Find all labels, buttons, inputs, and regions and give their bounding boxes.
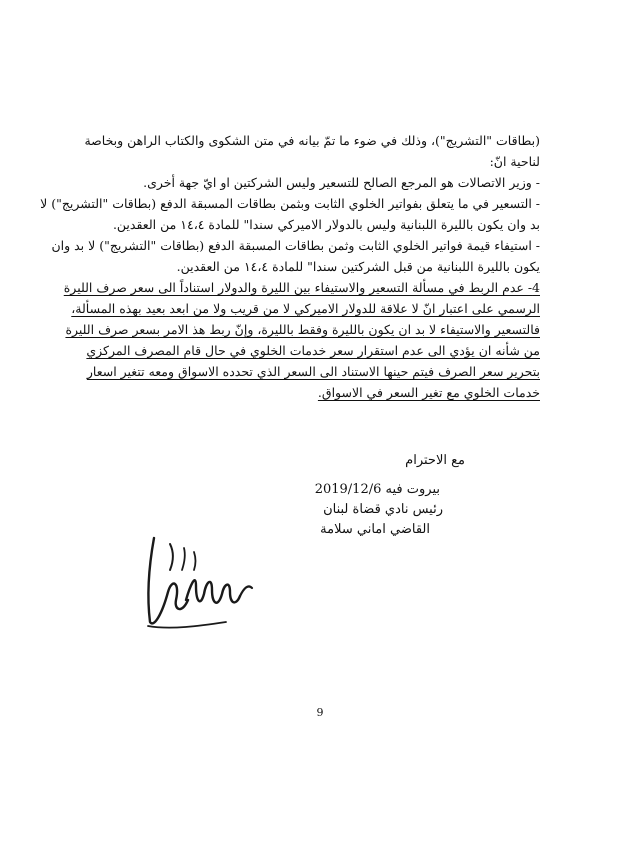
- point-4-line-5: بتحرير سعر الصرف فيتم حينها الاستناد الى السعر الذي تحدده الاسواق ومعه تتغير اسعار: [86, 364, 540, 379]
- signatory-title: رئيس نادي قضاة لبنان: [323, 502, 443, 517]
- bullet-3-line-2: يكون بالليرة اللبنانية من قبل الشركتين سندا" للمادة ١٤،٤ من العقدين.: [176, 259, 540, 274]
- point-4-line-2: الرسمي على اعتبار انّ لا علاقة للدولار الاميركي لا من قريب ولا من ابعد بعيد بهذه المسألة،: [71, 301, 540, 316]
- point-4-line-6: خدمات الخلوي مع تغير السعر في الاسواق.: [317, 385, 540, 400]
- point-4-line-1: 4- عدم الربط في مسألة التسعير والاستيفاء بين الليرة والدولار استناداً الى سعر صرف الليرة: [63, 280, 540, 295]
- closing-regards: مع الاحترام: [405, 453, 465, 468]
- closing-date: بيروت فيه 2019/12/6: [314, 482, 440, 497]
- intro-line-1: (بطاقات "التشريج")، وذلك في ضوء ما تمّ بيانه في متن الشكوى والكتاب الراهن وبخاصة: [84, 133, 540, 148]
- page-number: 9: [316, 706, 324, 719]
- signatory-name: القاضي اماني سلامة: [320, 522, 430, 537]
- point-4-line-4: من شأنه ان يؤدي الى عدم استقرار سعر خدمات الخلوي في حال قام المصرف المركزي: [86, 343, 540, 358]
- bullet-2-line-2: بد وان يكون بالليرة اللبنانية وليس بالدولار الاميركي سندا" للمادة ١٤،٤ من العقدين.: [112, 217, 540, 232]
- handwritten-signature: [140, 530, 260, 640]
- bullet-3-line-1: - استيفاء قيمة فواتير الخلوي الثابت وثمن بطاقات المسبقة الدفع (بطاقات "التشريج") لا بد وان: [51, 238, 540, 253]
- point-4-line-3: فالتسعير والاستيفاء لا بد ان يكون بالليرة وفقط بالليرة، وإنّ ربط هذ الامر بسعر صرف الليرة: [65, 322, 540, 337]
- bullet-1-line-1: - وزير الاتصالات هو المرجع الصالح للتسعير وليس الشركتين او ايّ جهة أخرى.: [143, 175, 540, 190]
- bullet-2-line-1: - التسعير في ما يتعلق بفواتير الخلوي الثابت وبثمن بطاقات المسبقة الدفع (بطاقات "التشريج") لا: [40, 196, 540, 211]
- intro-line-2: لناحية انّ:: [489, 154, 540, 169]
